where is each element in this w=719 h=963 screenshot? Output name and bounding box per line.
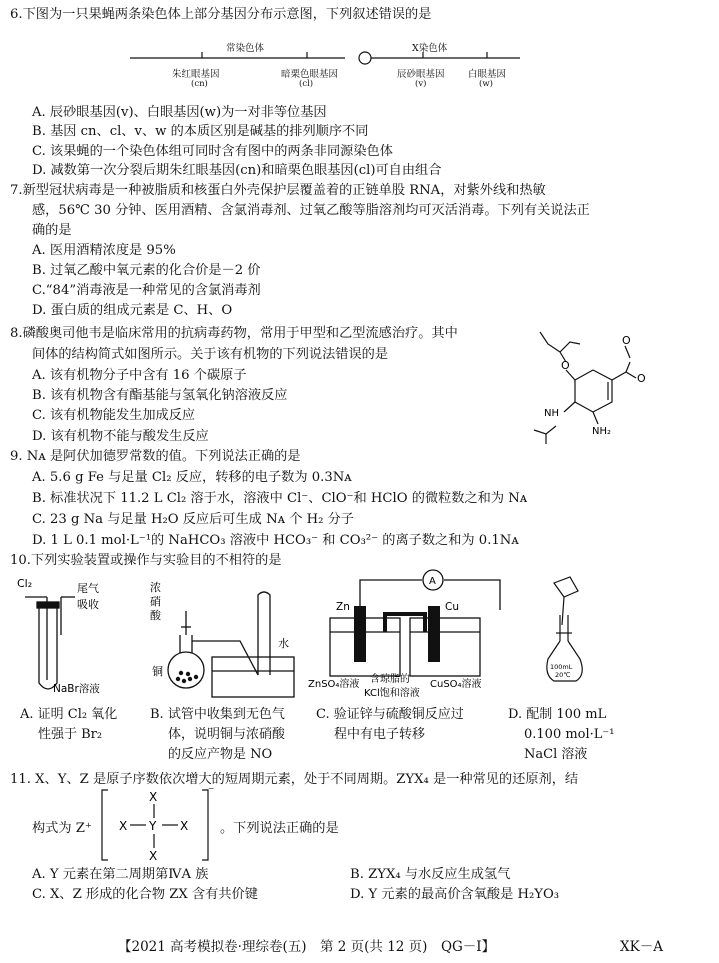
q10-caption-d-3: NaCl 溶液	[524, 747, 588, 762]
oseltamivir-intermediate-structure	[520, 322, 719, 452]
q10-caption-b-2: 体，说明铜与浓硝酸	[168, 727, 286, 742]
q7-stem-line-2: 感，56℃ 30 分钟、医用酒精、含氯消毒剂、过氧乙酸等脂溶剂均可灭活消毒。下列有关说法正	[32, 203, 590, 218]
svg-text:O: O	[622, 334, 631, 347]
q11-option-a: A. Y 元素在第二周期第ⅣA 族	[32, 867, 209, 882]
apparatus-a-nabr: NaBr溶液	[53, 683, 100, 695]
q11-atom-x-left: X	[119, 819, 128, 833]
apparatus-b-nitric: 硝	[150, 595, 161, 608]
gene-v-name: 辰砂眼基因	[397, 69, 445, 80]
q9-option-d: D. 1 L 0.1 mol·L⁻¹的 NaHCO₃ 溶液中 HCO₃⁻ 和 CO₃²⁻ 的离子数之和为 0.1Nᴀ	[32, 533, 519, 548]
q9-stem: 9. Nᴀ 是阿伏加德罗常数的值。下列说法正确的是	[10, 449, 301, 464]
q6-option-a: A. 辰砂眼基因(v)、白眼基因(w)为一对非等位基因	[32, 105, 327, 120]
q8-option-d: D. 该有机物不能与酸发生反应	[32, 429, 209, 444]
q11-option-b: B. ZYX₄ 与水反应生成氢气	[350, 867, 511, 882]
q11-structural-formula	[100, 783, 220, 868]
q7-option-a: A. 医用酒精浓度是 95%	[32, 243, 176, 258]
q8-option-c: C. 该有机物能发生加成反应	[32, 408, 196, 423]
q7-option-c: C.“84”消毒液是一种常见的含氯消毒剂	[32, 283, 261, 298]
autosome-title: 常染色体	[226, 43, 265, 54]
gene-v-symbol: (v)	[415, 79, 427, 89]
q9-option-b: B. 标准状况下 11.2 L Cl₂ 溶于水，溶液中 Cl⁻、ClO⁻和 HClO 的微粒数之和为 Nᴀ	[32, 491, 528, 506]
q10-stem: 10.下列实验装置或操作与实验目的不相符的是	[10, 553, 282, 568]
apparatus-b-copper: 铜	[152, 665, 163, 678]
apparatus-b	[150, 575, 310, 705]
apparatus-a	[15, 575, 155, 705]
q10-caption-c-1: C. 验证锌与硫酸铜反应过	[316, 707, 464, 722]
apparatus-d-flask-1: 100mL	[550, 663, 573, 671]
gene-cl-symbol: (cl)	[299, 79, 314, 89]
q7-stem-line-3: 确的是	[32, 223, 72, 238]
apparatus-a-cl2: Cl₂	[17, 577, 33, 590]
q8-stem-line-2: 间体的结构简式如图所示。关于该有机物的下列说法错误的是	[32, 347, 389, 362]
q11-struct-suffix: 。下列说法正确的是	[220, 821, 339, 836]
q11-option-c: C. X、Z 形成的化合物 ZX 含有共价键	[32, 887, 258, 902]
struct-nh2-label: NH₂	[592, 426, 612, 437]
q7-option-d: D. 蛋白质的组成元素是 C、H、O	[32, 303, 233, 318]
apparatus-c-bridge-1: 含琼脂的	[370, 674, 410, 685]
apparatus-c-zn: Zn	[336, 601, 350, 613]
gene-w-name: 白眼基因	[468, 69, 507, 80]
q10-caption-d-2: 0.100 mol·L⁻¹	[524, 727, 615, 742]
chromosome-lines	[0, 0, 719, 100]
apparatus-d-flask-2: 20℃	[555, 671, 571, 679]
gene-cn-symbol: (cn)	[191, 79, 208, 89]
apparatus-c-znso4: ZnSO₄溶液	[308, 679, 360, 690]
page-footer-code: XK－A	[620, 939, 663, 955]
struct-nh-label: NH	[544, 408, 559, 419]
apparatus-c	[300, 570, 510, 705]
q7-option-b: B. 过氧乙酸中氧元素的化合价是－2 价	[32, 263, 261, 278]
q10-caption-d-1: D. 配制 100 mL	[508, 707, 607, 722]
gene-w-symbol: (w)	[479, 79, 493, 89]
q8-option-b: B. 该有机物含有酯基能与氢氧化钠溶液反应	[32, 388, 288, 403]
q7-stem-line-1: 7.新型冠状病毒是一种被脂质和核蛋白外壳保护层覆盖着的正链单股 RNA，对紫外线和热敏	[10, 183, 546, 198]
x-chromosome-title: X染色体	[412, 43, 448, 54]
q9-option-a: A. 5.6 g Fe 与足量 Cl₂ 反应，转移的电子数为 0.3Nᴀ	[32, 470, 352, 485]
q11-stem: 11. X、Y、Z 是原子序数依次增大的短周期元素，处于不同周期。ZYX₄ 是一种常见的还原剂，结	[10, 772, 579, 787]
svg-text:O: O	[561, 359, 570, 372]
apparatus-a-tail-gas: 尾气	[77, 582, 99, 595]
q10-caption-a-1: A. 证明 Cl₂ 氧化	[20, 707, 118, 722]
q11-option-d: D. Y 元素的最高价含氧酸是 H₂YO₃	[350, 887, 560, 902]
q11-atom-x-top: X	[149, 790, 158, 804]
apparatus-c-cu: Cu	[445, 601, 459, 613]
q6-option-b: B. 基因 cn、cl、v、w 的本质区别是碱基的排列顺序不同	[32, 124, 369, 139]
q8-option-a: A. 该有机物分子中含有 16 个碳原子	[32, 368, 247, 383]
apparatus-d	[530, 575, 610, 705]
gene-cn-name: 朱红眼基因	[172, 69, 220, 80]
page-footer-info: 【2021 高考模拟卷·理综卷(五) 第 2 页(共 12 页) QG－Ⅰ】	[118, 939, 496, 955]
q6-stem: 6.下图为一只果蝇两条染色体上部分基因分布示意图，下列叙述错误的是	[10, 7, 432, 22]
apparatus-c-cuso4: CuSO₄溶液	[430, 679, 482, 690]
apparatus-b-water: 水	[278, 637, 289, 650]
apparatus-c-bridge-2: KCl饱和溶液	[364, 688, 420, 699]
q10-caption-c-2: 程中有电子转移	[334, 727, 426, 742]
apparatus-a-absorb: 吸收	[77, 598, 99, 611]
q9-option-c: C. 23 g Na 与足量 H₂O 反应后可生成 Nᴀ 个 H₂ 分子	[32, 512, 354, 527]
q11-atom-x-right: X	[180, 819, 189, 833]
apparatus-b-acid: 酸	[150, 609, 161, 622]
q11-anion-charge: ⁻	[208, 783, 215, 797]
apparatus-c-ammeter: A	[429, 576, 436, 587]
svg-text:O: O	[637, 372, 646, 385]
q11-atom-x-bottom: X	[149, 849, 158, 863]
q10-caption-b-1: B. 试管中收集到无色气	[150, 707, 285, 722]
q11-struct-prefix: 构式为 Z⁺	[32, 821, 92, 836]
q11-atom-y-center: Y	[149, 819, 157, 833]
q10-caption-a-2: 性强于 Br₂	[38, 727, 103, 742]
q6-option-c: C. 该果蝇的一个染色体组可同时含有图中的两条非同源染色体	[32, 144, 393, 159]
gene-cl-name: 暗栗色眼基因	[281, 69, 339, 80]
apparatus-b-conc: 浓	[150, 581, 161, 594]
q8-stem-line-1: 8.磷酸奥司他韦是临床常用的抗病毒药物，常用于甲型和乙型流感治疗。其中	[10, 326, 458, 341]
q6-option-d: D. 减数第一次分裂后期朱红眼基因(cn)和暗栗色眼基因(cl)可自由组合	[32, 163, 442, 178]
q10-caption-b-3: 的反应产物是 NO	[168, 747, 273, 762]
